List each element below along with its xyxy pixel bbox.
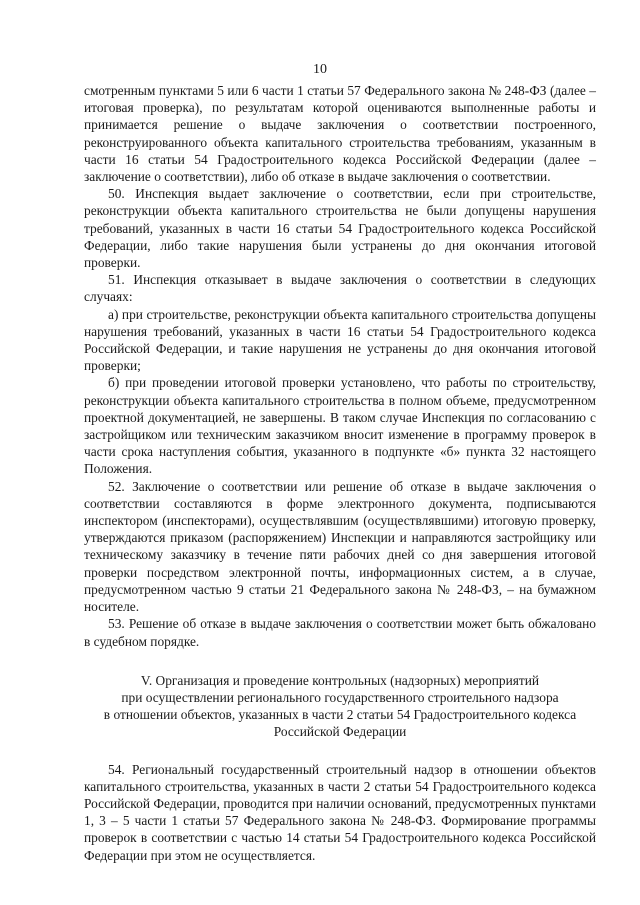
paragraph-51: 51. Инспекция отказывает в выдаче заключения о соответствии в следующих случаях: [84, 272, 596, 305]
section-heading [84, 672, 596, 741]
paragraph-51-b: б) при проведении итоговой проверки установлено, что работы по строительству, реконструкции объекта капитального строительства в полном объеме, предусмотренном проектной документацией, не завершены. В таком случае Инспекция по согласованию с застройщиком или техническим заказчиком вносит изменение в программу проверок в части срока наступления события, указанного в подпункте «б» пункта 32 настоящего Положения. [84, 375, 596, 477]
paragraph-51-a: а) при строительстве, реконструкции объекта капитального строительства допущены нарушения требований, указанных в части 16 статьи 54 Градостроительного кодекса Российской Федерации, и такие нарушения не устранены до дня окончания итоговой проверки; [84, 306, 596, 374]
paragraph-53: 53. Решение об отказе в выдаче заключения о соответствии может быть обжаловано в судебном порядке. [84, 616, 596, 649]
paragraph-54: 54. Региональный государственный строительный надзор в отношении объектов капитального строительства, указанных в части 2 статьи 54 Градостроительного кодекса Российской Федерации, проводится при наличии оснований, предусмотренных пунктами 1, 3 – 5 части 1 статьи 57 Федерального закона № 248-ФЗ. Формирование программы проверок в соответствии с частью 14 статьи 54 Градостроительного кодекса Российской Федерации при этом не осуществляется. [84, 761, 596, 863]
document-body [84, 82, 596, 864]
section-heading-line-2: при осуществлении регионального государственного строительного надзора [121, 689, 559, 705]
paragraph-50: 50. Инспекция выдает заключение о соответствии, если при строительстве, реконструкции объекта капитального строительства не были допущены нарушения требований, указанных в части 16 статьи 54 Градостроительного кодекса Российской Федерации, либо такие нарушения были устранены до дня окончания итоговой проверки. [84, 186, 596, 271]
paragraph-continuation: смотренным пунктами 5 или 6 части 1 статьи 57 Федерального закона № 248-ФЗ (далее – итоговая проверка), по результатам которой оцениваются выполненные работы и принимается решение о выдаче заключения о соответствии построенного, реконструированного объекта капитального строительства требованиям, указанным в части 16 статьи 54 Градостроительного кодекса Российской Федерации (далее – заключение о соответствии), либо об отказе в выдаче заключения о соответствии. [84, 83, 596, 185]
section-heading-line-3: в отношении объектов, указанных в части 2 статьи 54 Градостроительного кодекса [103, 707, 577, 723]
paragraph-52: 52. Заключение о соответствии или решение об отказе в выдаче заключения о соответствии составляются в форме электронного документа, подписываются инспектором (инспекторами), осуществлявшим (осуществлявшими) итоговую проверку, утверждаются приказом (распоряжением) Инспекции и направляются застройщику или техническому заказчику в течение пяти рабочих дней со дня завершения итоговой проверки посредством электронной почты, информационных систем, а в случае, предусмотренном частью 9 статьи 21 Федерального закона № 248-ФЗ, – на бумажном носителе. [84, 478, 596, 615]
page-number: 10 [313, 62, 327, 77]
section-heading-line-4: Российской Федерации [273, 724, 407, 740]
section-heading-line-1: V. Организация и проведение контрольных (надзорных) мероприятий [140, 672, 540, 688]
